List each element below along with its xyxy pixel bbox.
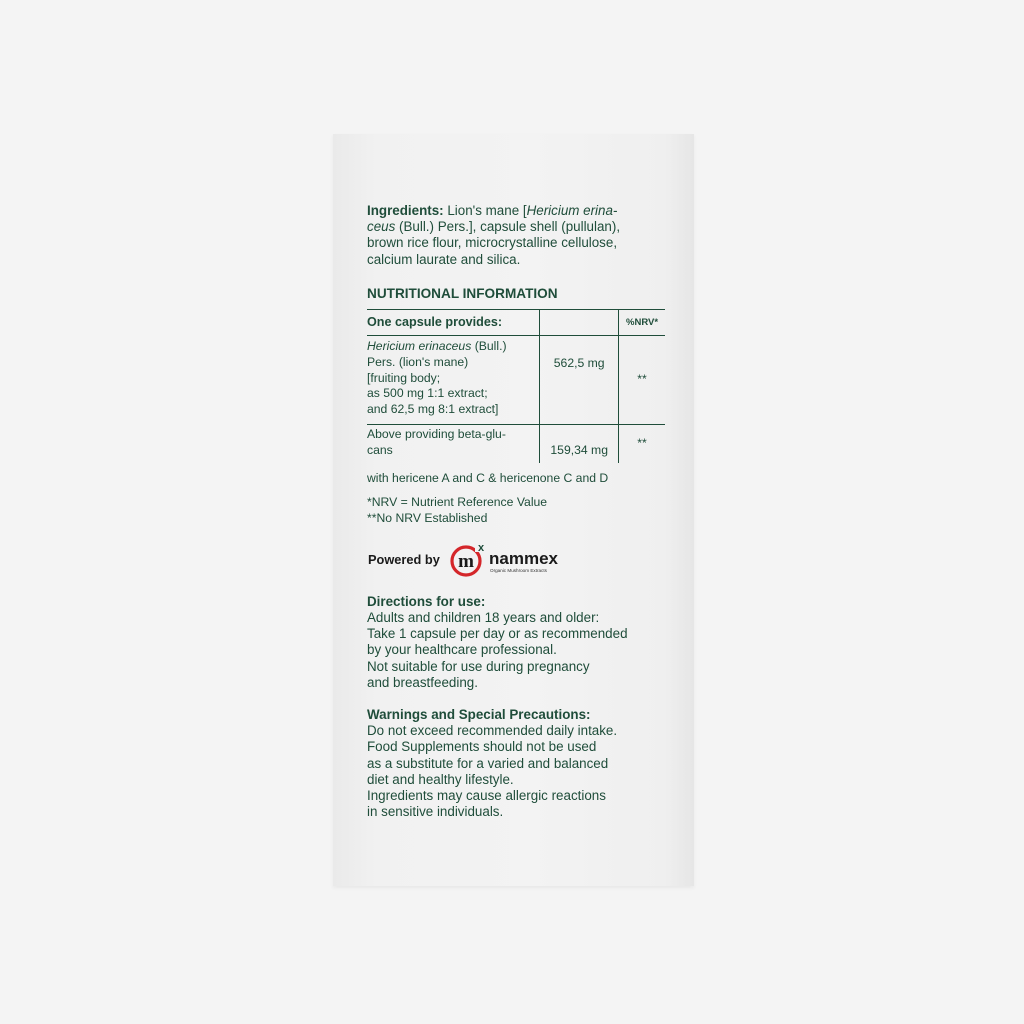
logo-x-mark: x <box>477 541 485 554</box>
powered-by-label: Powered by <box>368 551 440 567</box>
header-nrv: %NRV* <box>619 310 665 336</box>
nutrition-table <box>367 309 665 463</box>
label-content <box>367 203 667 820</box>
header-amount <box>540 310 619 336</box>
table-row <box>367 336 665 425</box>
logo-letter: m <box>458 550 474 572</box>
directions-title: Directions for use: <box>367 593 486 609</box>
nutrition-title: NUTRITIONAL INFORMATION <box>367 285 558 301</box>
nrv-footnotes: *NRV = Nutrient Reference Value **No NRV Established <box>367 494 548 525</box>
row-nrv: ** <box>619 336 665 425</box>
header-capsule-provides: One capsule provides: <box>367 310 540 336</box>
ingredients-text: Ingredients: Lion's mane [Hericium erina- ceus (Bull.) Pers.], capsule shell (pullulan), brown rice flour, microcrystalline cellulose, calcium laurate and silica. <box>367 203 621 267</box>
hericene-note: with hericene A and C & hericenone C and D <box>367 470 609 485</box>
powered-by <box>367 540 667 580</box>
row-description: Above providing beta-glu- cans <box>367 427 506 457</box>
nammex-logo <box>449 540 579 580</box>
warnings-title: Warnings and Special Precautions: <box>367 707 591 723</box>
nutrition-table-header <box>367 310 665 336</box>
warnings-section: Warnings and Special Precautions: Do not exceed recommended daily intake. Food Supplements should not be used as a substitute for a varied and balanced diet and healthy lifestyle. Ingredients may cause allergic reactions in sensitive individuals. <box>367 707 667 820</box>
row-nrv: ** <box>637 435 647 450</box>
logo-tagline: Organic Mushroom Extracts <box>490 567 547 573</box>
row-amount: 159,34 mg <box>540 425 619 463</box>
ingredients-label: Ingredients: <box>367 203 444 218</box>
directions-section: Directions for use: Adults and children 18 years and older: Take 1 capsule per day or as recommended by your healthcare professional. Not suitable for use during pregnancy and breastfeeding. <box>367 594 667 691</box>
row-description: Hericium erinaceus (Bull.) Pers. (lion's mane) [fruiting body; as 500 mg 1:1 extract; and 62,5 mg 8:1 extract] <box>367 336 540 425</box>
logo-brand: nammex <box>489 548 558 568</box>
table-row <box>367 425 665 463</box>
row-amount: 562,5 mg <box>540 336 619 425</box>
